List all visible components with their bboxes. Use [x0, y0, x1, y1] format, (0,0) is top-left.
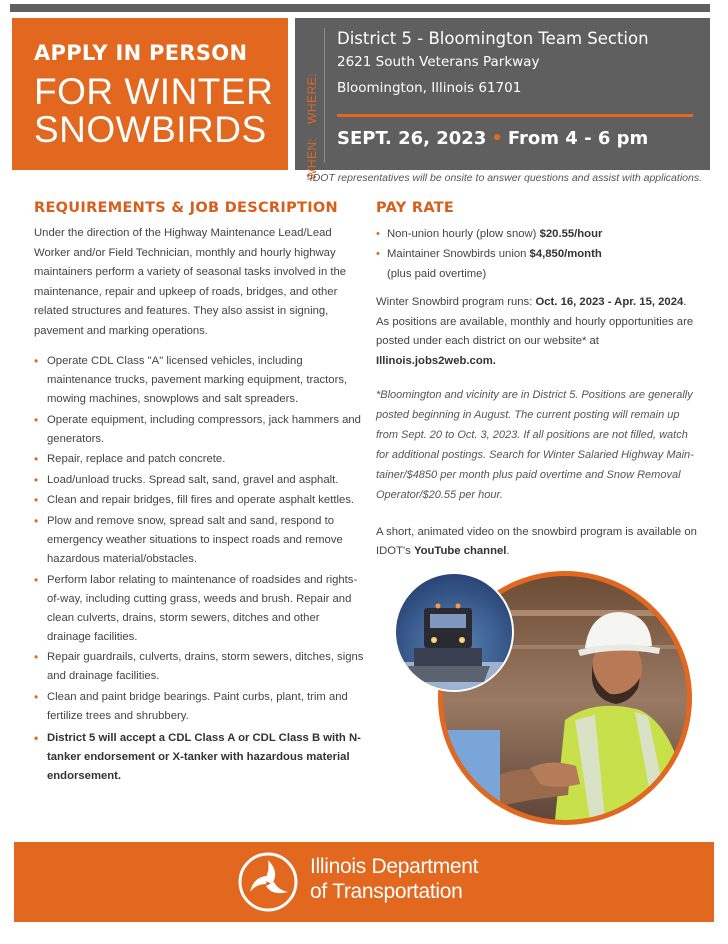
event-datetime	[337, 128, 648, 149]
hourly-rate: $20.55/hour	[539, 228, 603, 240]
where-label: WHERE:	[305, 73, 319, 124]
overtime-note: (plus paid overtime)	[387, 268, 487, 280]
video-suffix: .	[506, 545, 510, 557]
idot-logo-icon	[236, 850, 300, 914]
district-cdl-requirement: • District 5 will accept a CDL Class A or CDL Class B with N-tanker endorsement or X-tanker with hazardous material endorsement.	[34, 729, 364, 786]
duty-item: • Operate equipment, including compressors, jack hammers and generators.	[34, 411, 364, 449]
pay-item-monthly	[376, 244, 702, 284]
pay-item-hourly	[376, 224, 702, 244]
org-name-line1: Illinois Department	[310, 855, 479, 878]
footer-banner	[14, 842, 714, 922]
requirements-heading: REQUIREMENTS & JOB DESCRIPTION	[34, 200, 338, 216]
pay-section	[376, 200, 702, 561]
snowplow-photo	[390, 570, 520, 702]
duty-item: • Repair, replace and patch concrete.	[34, 450, 364, 469]
side-labels	[305, 42, 321, 180]
info-divider	[337, 114, 693, 117]
address-line1: 2621 South Veterans Parkway	[337, 54, 540, 70]
pay-list	[376, 224, 702, 284]
onsite-footnote: *IDOT representatives will be onsite to answer questions and assist with applications.	[305, 172, 702, 184]
video-paragraph	[376, 523, 702, 561]
program-paragraph	[376, 293, 702, 371]
pay-heading: PAY RATE	[376, 200, 455, 216]
photo-collage	[380, 570, 700, 830]
datetime-separator: •	[491, 128, 503, 149]
when-label: WHEN:	[305, 137, 319, 180]
location-name: District 5 - Bloomington Team Section	[337, 29, 649, 48]
pay-item-label: Maintainer Snowbirds union	[387, 248, 530, 260]
website-link[interactable]: Illinois.jobs2web.com.	[376, 354, 496, 367]
duty-item: • Perform labor relating to maintenance of roadsides and rights-of-way, including cutting grass, weeds and brush. Repair and clean culverts, drains, storm sewers, ditches and other drainage facilities.	[34, 571, 364, 647]
label-divider	[324, 28, 325, 163]
youtube-link[interactable]: YouTube channel	[413, 545, 507, 557]
pay-item-label: Non-union hourly (plow snow)	[387, 228, 540, 240]
headline-line2: FOR WINTER	[34, 71, 274, 112]
handshake-photo-ring	[438, 571, 692, 825]
event-time: From 4 - 6 pm	[507, 128, 649, 149]
event-date: SEPT. 26, 2023	[337, 128, 487, 149]
video-prefix: A short, animated video on the snowbird program is available on IDOT's	[376, 526, 697, 557]
district-note: *Bloomington and vicinity are in District 5. Positions are generally posted beginning in August. The current posting will remain up from Sept. 20 to Oct. 3, 2023. If all positions are not filled, watch for additional postings. Search for Winter Salaried Highway Main-tainer/$4850 per month plus paid overtime and Snow Removal Operator/$20.55 per hour.	[376, 389, 694, 501]
duty-item: • Clean and repair bridges, fill fires and operate asphalt kettles.	[34, 491, 364, 510]
duty-item: • Operate CDL Class "A" licensed vehicles, including maintenance trucks, pavement marking equipment, tractors, mowing machines, snowplows and salt spreaders.	[34, 352, 364, 409]
requirements-section	[34, 200, 364, 787]
monthly-rate: $4,850/month	[529, 248, 602, 260]
worker-handshake-photo	[440, 570, 700, 830]
headline-line3: SNOWBIRDS	[34, 109, 267, 150]
program-prefix: Winter Snowbird program runs:	[376, 296, 536, 308]
duty-item: • Repair guardrails, culverts, drains, storm sewers, ditches, signs and drainage facilities.	[34, 648, 364, 686]
duty-item: • Plow and remove snow, spread salt and sand, respond to emergency weather situations to inspect roads and remove hazardous material/obstacles.	[34, 512, 364, 569]
duties-list	[34, 352, 364, 786]
headline-box	[12, 18, 288, 170]
program-dates: Oct. 16, 2023 - Apr. 15, 2024	[535, 296, 684, 308]
requirements-intro: Under the direction of the Highway Maintenance Lead/Lead Worker and/or Field Technician, monthly and hourly highway maintainers perform a variety of seasonal tasks involved in the maintenance, repair and upkeep of roads, bridges, and other related structures and features. They also assist in signing, pavement and marking operations.	[34, 227, 347, 337]
top-rule	[10, 4, 710, 12]
org-name-line2: of Transportation	[310, 880, 463, 903]
program-suffix: . As positions are available, monthly and hourly opportunities are posted under each district on our website* at	[376, 296, 694, 347]
duty-item: • Load/unload trucks. Spread salt, sand, gravel and asphalt.	[34, 471, 364, 490]
snowplow-photo-ring	[394, 572, 514, 692]
headline-line1: APPLY IN PERSON	[34, 41, 248, 65]
duty-item: • Clean and paint bridge bearings. Paint curbs, plant, trim and fertilize trees and shrubbery.	[34, 688, 364, 726]
address-line2: Bloomington, Illinois 61701	[337, 80, 522, 96]
